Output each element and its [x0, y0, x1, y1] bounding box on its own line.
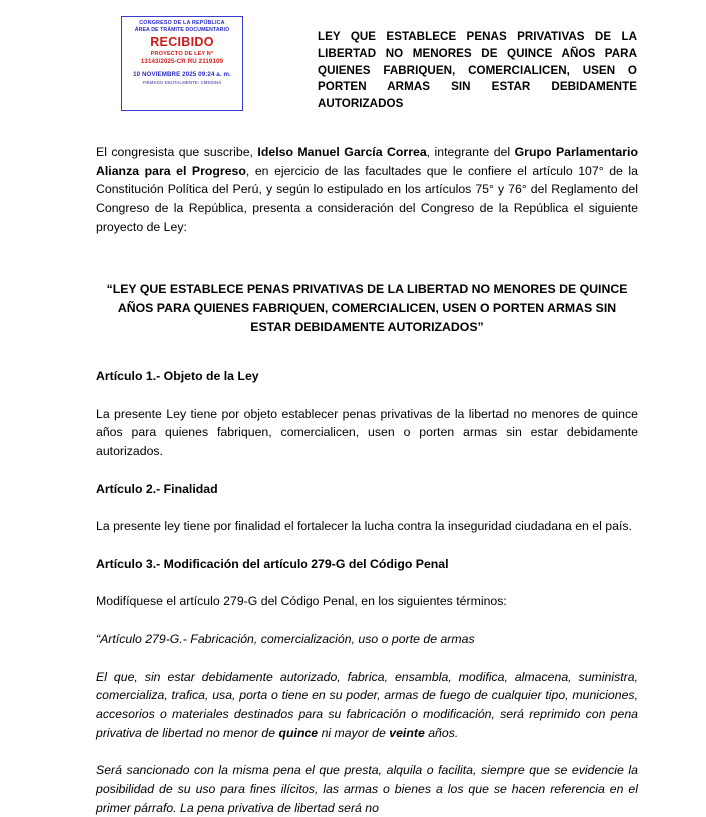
reception-stamp [121, 16, 243, 111]
document-header [0, 0, 706, 128]
document-body [96, 143, 638, 817]
spacer [96, 498, 638, 517]
stamp-digital-signature: FIRMADO DIGITALMENTE: CMEDINA [142, 80, 222, 86]
spacer [96, 611, 638, 630]
article-3-heading: Artículo 3.- Modificación del artículo 279-G del Código Penal [96, 556, 449, 571]
spacer [96, 337, 638, 367]
spacer [96, 742, 638, 761]
article-3-body: Modifíquese el artículo 279-G del Código Penal, en los siguientes términos: [96, 594, 507, 609]
spacer [96, 461, 638, 480]
quoted-text-3: años. [424, 725, 459, 740]
stamp-project-number: 13143/2025-CR RU 2119109 [140, 57, 224, 65]
article-2-heading: Artículo 2.- Finalidad [96, 481, 218, 496]
party-name: Grupo Parlamentario Alianza para el Progreso [96, 145, 638, 178]
penalty-maximum-years: veinte [389, 725, 425, 740]
law-title-quoted: “LEY QUE ESTABLECE PENAS PRIVATIVAS DE LA LIBERTAD NO MENORES DE QUINCE AÑOS PARA QUIENES FABRIQUEN, COMERCIALICEN, USEN O PORTEN ARMAS SIN ESTAR DEBIDAMENTE AUTORIZADOS” [106, 282, 628, 335]
intro-text-2: , integrante del [426, 145, 515, 159]
stamp-project-label: PROYECTO DE LEY N° [150, 50, 214, 57]
intro-text-1: El congresista que suscribe, [96, 145, 258, 159]
stamp-date: 10 NOVIEMBRE 2025 09:24 a. m. [133, 71, 231, 79]
spacer [96, 536, 638, 555]
stamp-area: ÁREA DE TRÁMITE DOCUMENTARIO [134, 26, 230, 33]
quoted-code-heading: “Artículo 279-G.- Fabricación, comercialización, uso o porte de armas [96, 631, 475, 646]
document-title: LEY QUE ESTABLECE PENAS PRIVATIVAS DE LA LIBERTAD NO MENORES DE QUINCE AÑOS PARA QUIENES FABRIQUEN, COMERCIALICEN, USEN O PORTEN ARMAS SIN ESTAR DEBIDAMENTE AUTORIZADOS [318, 30, 637, 111]
quoted-text-1: El que, sin estar debidamente autorizado, fabrica, ensambla, modifica, almacena, suministra, comercializa, trafica, usa, porta o tiene en su poder, armas de fuego de cualquier tipo, municiones, accesorios o materiales destinados para su fabricación o modificación, será reprimido con pena privativa de libertad no menor de [96, 669, 638, 740]
quoted-code-paragraph-1 [96, 668, 638, 743]
article-2-body: La presente ley tiene por finalidad el fortalecer la lucha contra la inseguridad ciudadana en el país. [96, 519, 632, 534]
spacer [96, 649, 638, 668]
congressman-name: Idelso Manuel García Correa [257, 145, 427, 159]
intro-paragraph [96, 143, 638, 236]
stamp-status-received: RECIBIDO [150, 35, 214, 49]
article-1-body: La presente Ley tiene por objeto establecer penas privativas de la libertad no menores de quince años para quienes fabriquen, comercialicen, usen o porten armas sin estar debidamente autorizados. [96, 406, 638, 459]
spacer [96, 573, 638, 592]
penalty-minimum-years: quince [278, 725, 319, 740]
quoted-code-paragraph-2: Será sancionado con la misma pena el que presta, alquila o facilita, siempre que se evidencie la posibilidad de su uso para fines ilícitos, las armas o bienes a los que se hacen referencia en el primer párrafo. La pena privativa de libertad será no [96, 763, 638, 815]
article-1-heading: Artículo 1.- Objeto de la Ley [96, 369, 259, 384]
intro-text-3: , en ejercicio de las facultades que le confiere el artículo 107° de la Constitución Política del Perú, y según lo estipulado en los artículos 75° y 76° del Reglamento del Congreso de la República, presenta a consideración del Congreso de la República el siguiente proyecto de Ley: [96, 163, 638, 234]
spacer [96, 386, 638, 405]
stamp-organization: CONGRESO DE LA REPÚBLICA [139, 20, 225, 26]
quoted-text-2: ni mayor de [318, 725, 390, 740]
